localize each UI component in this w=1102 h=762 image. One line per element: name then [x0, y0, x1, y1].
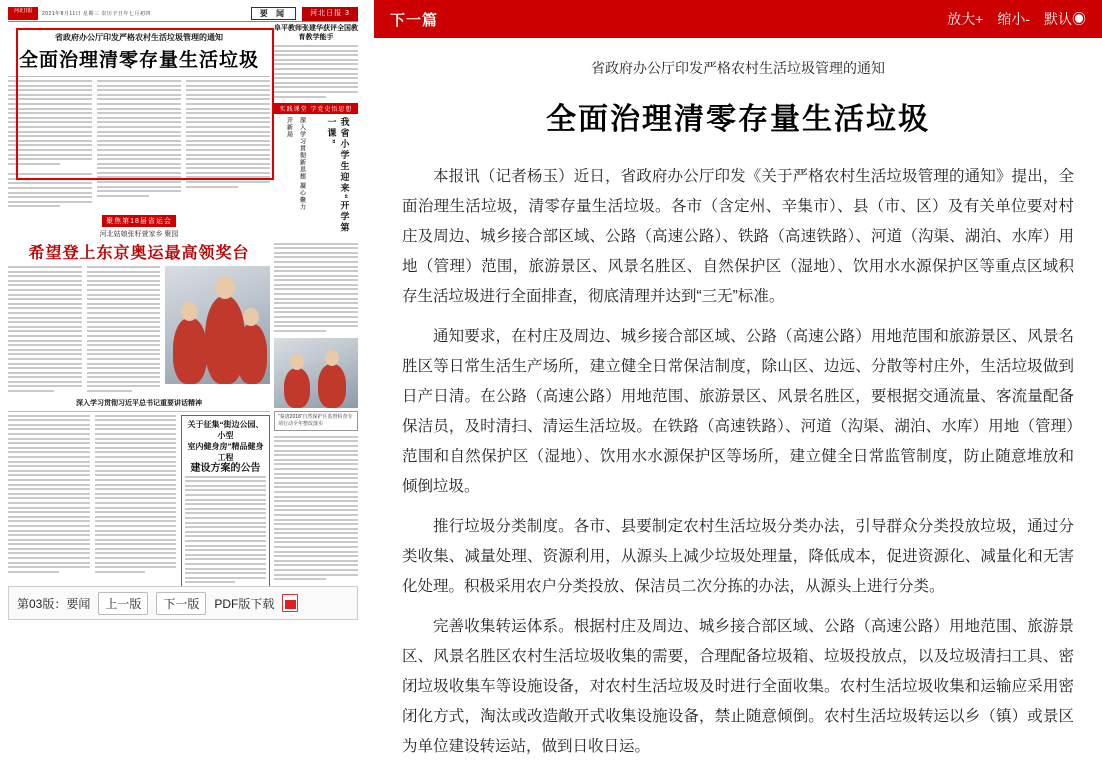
lead-article-body — [8, 80, 270, 210]
article-paragraph: 通知要求，在村庄及周边、城乡接合部区域、公路（高速公路）用地范围和旅游景区、风景名胜区等日常生活生产场所，建立健全日常保洁制度，除山区、边远、分散等村庄外，生活垃圾做到日产日清。在公路（高速公路）用地范围、旅游景区、风景名胜区，要根据交通流量、客流量配备保洁员，及时清扫、清运生活垃圾。在铁路（高速铁路）、河道（沟渠、湖泊、水库）用地（管理）范围和自然保护区（湿地）、饮用水水源保护区等场所，建立健全日常监管制度，防止随意堆放和倾倒垃圾。 — [402, 328, 1074, 495]
circle-dot-icon: ◉ — [1072, 11, 1086, 27]
sports-section-banner: 聚焦第18届省运会 — [102, 215, 176, 227]
newspaper-masthead — [8, 6, 358, 22]
side-article-title: 阜平教师张建华获评全国教育教学能手 — [274, 24, 358, 41]
side-vertical-sub: 深入学习贯彻新思想 凝心聚力开新局 — [285, 116, 305, 211]
masthead-logo: 河北日报 — [8, 7, 38, 20]
zoom-in-button[interactable]: 放大+ — [947, 11, 984, 27]
zoom-reset-button[interactable] — [1044, 9, 1086, 29]
reader-toolbar — [374, 0, 1102, 38]
sports-photo — [165, 266, 270, 384]
notice-title-line1: 关于征集“街边公园、小型 — [187, 419, 264, 440]
newspaper-columns — [8, 24, 358, 574]
zoom-out-button[interactable]: 缩小- — [997, 11, 1030, 27]
side-section-tag: 实践课堂 学党史悟思想 — [274, 103, 358, 114]
article-paragraph: 完善收集转运体系。根据村庄及周边、城乡接合部区域、公路（高速公路）用地范围、旅游景区、风景名胜区农村生活垃圾收集的需要，合理配备垃圾箱、垃圾投放点，以及垃圾清扫工具、密闭垃圾收集车等设施设备，对农村生活垃圾及时进行全面收集。农村生活垃圾收集和运输应采用密闭化方式，淘汰或改造敞开式收集设施设备，禁止随意倾倒。农村生活垃圾转运以乡（镇）或景区为单位建设转运站，做到日收日运。 — [402, 618, 1074, 755]
newspaper-page-image[interactable] — [8, 6, 358, 576]
newspaper-preview-pane — [0, 0, 366, 626]
divider — [8, 76, 270, 77]
sports-kicker: 河北姑娘张籽萱家乡 聚园 — [99, 230, 179, 239]
article-kicker: 省政府办公厅印发严格农村生活垃圾管理的通知 — [591, 62, 885, 77]
side-vertical-headline[interactable] — [274, 117, 358, 237]
side-body-text — [274, 243, 358, 332]
masthead-meta: 2021年8月11日 星期三 农历辛丑年七月初四 — [42, 11, 151, 17]
notice-column — [181, 415, 270, 590]
side-body-text-2 — [274, 436, 358, 580]
next-page-button[interactable]: 下一版 — [156, 592, 206, 615]
article-paragraph: 本报讯（记者杨玉）近日，省政府办公厅印发《关于严格农村生活垃圾管理的通知》提出，全面治理生活垃圾，清零存量生活垃圾。各市（含定州、辛集市）、县（市、区）及有关单位要对村庄及周边、城乡接合部区域、公路（高速公路）、铁路（高速铁路）、河道（沟渠、湖泊、水库）用地（管理）范围，旅游景区、风景名胜区、自然保护区（湿地）、饮用水水源保护区等重点区域积存生活垃圾进行全面排查，彻底清理并达到“三无”标准。 — [402, 168, 1074, 305]
lead-article-kicker: 省政府办公厅印发严格农村生活垃圾管理的通知 — [55, 33, 223, 42]
current-page-label: 第03版：要闻 — [17, 596, 91, 611]
text-column — [97, 80, 181, 210]
next-article-button[interactable]: 下一篇 — [390, 11, 439, 29]
lead-article-title[interactable]: 全面治理清零存量生活垃圾 — [18, 50, 259, 71]
masthead-date-badge: 河北日报 3 — [302, 7, 358, 21]
article-reader-pane — [366, 0, 1102, 755]
side-photo — [274, 338, 358, 408]
lower-left-text — [8, 415, 176, 590]
zoom-reset-label: 默认 — [1044, 11, 1072, 27]
article-paragraph: 推行垃圾分类制度。各市、县要制定农村生活垃圾分类办法，引导群众分类投放垃圾，通过分类收集、减量处理、资源利用，从源头上减少垃圾处理量，降低成本，促进资源化、减量化和无害化处理。积极采用农户分类投放、保洁员二次分拣的办法，从源头上进行分类。 — [402, 518, 1074, 595]
side-photo-caption: “秦唐2018“自然保护区监督检查专项行动全年整改落实 — [274, 411, 358, 431]
prev-page-button[interactable]: 上一版 — [98, 592, 148, 615]
newspaper-main-column — [8, 24, 270, 574]
notice-title-line3: 建设方案的公告 — [190, 462, 261, 474]
text-column — [186, 80, 270, 210]
article-content — [374, 38, 1102, 762]
text-column — [8, 80, 92, 210]
sports-body-text — [8, 266, 160, 395]
pdf-download-link[interactable]: PDF版下载 — [214, 596, 275, 611]
side-vertical-title: 我省小学生迎来“开学第一课” — [326, 116, 350, 234]
notice-box[interactable] — [181, 415, 270, 590]
masthead-section-label: 要 闻 — [251, 7, 296, 20]
side-article-top[interactable] — [274, 24, 358, 98]
newspaper-side-column — [274, 24, 358, 574]
sports-title[interactable]: 希望登上东京奥运最高领奖台 — [28, 245, 250, 263]
article-title: 全面治理清零存量生活垃圾 — [546, 103, 930, 136]
subhead-one: 深入学习贯彻习近平总书记重要讲话精神 — [76, 398, 202, 407]
notice-title-line2: 室内健身房”精品健身工程 — [187, 441, 264, 462]
zoom-controls — [947, 9, 1086, 29]
pdf-file-icon[interactable] — [282, 594, 298, 612]
page-navigation-toolbar — [8, 586, 358, 620]
